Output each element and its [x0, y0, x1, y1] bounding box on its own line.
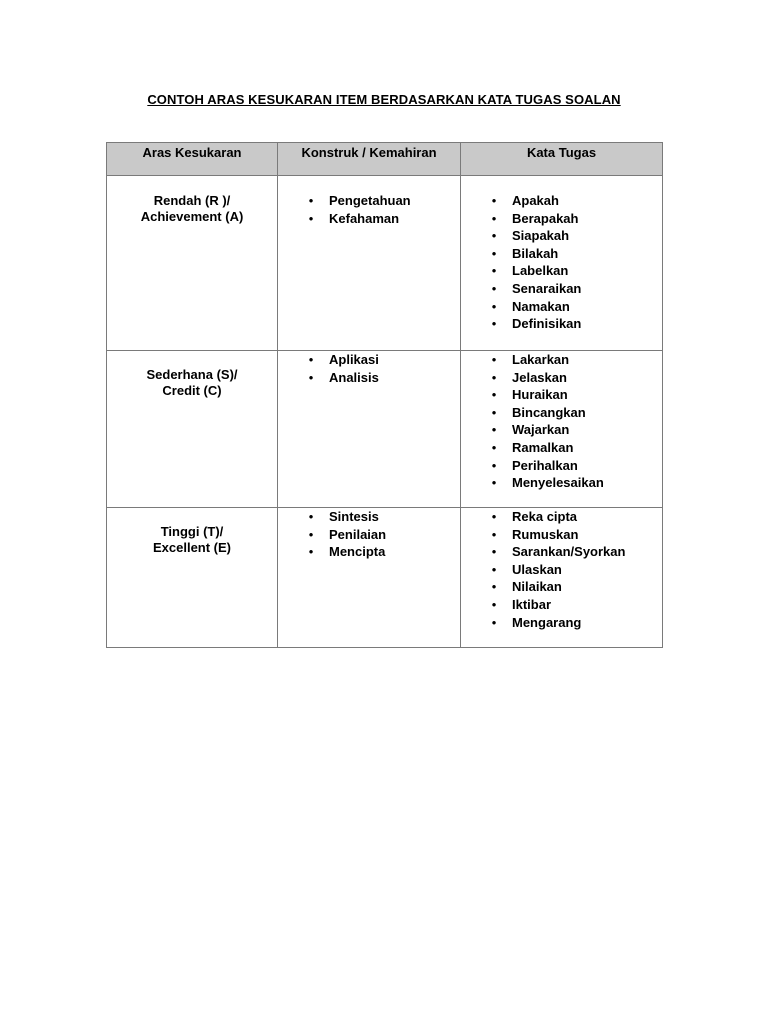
bullet-icon: •: [308, 544, 314, 560]
list-item: • Ramalkan: [489, 439, 662, 457]
list-item: • Sintesis: [306, 508, 460, 526]
level-label: Tinggi (T)/: [160, 524, 224, 539]
kata-tugas-cell: [461, 508, 663, 648]
list-item: • Perihalkan: [489, 457, 662, 475]
kata-tugas-cell: [461, 176, 663, 351]
bullet-icon: •: [491, 439, 497, 455]
list-item: • Jelaskan: [489, 369, 662, 387]
list-item: • Sarankan/Syorkan: [489, 543, 662, 561]
bullet-icon: •: [491, 228, 497, 244]
list-item: • Penilaian: [306, 526, 460, 544]
list-item: • Reka cipta: [489, 508, 662, 526]
table-row-tinggi: [107, 508, 663, 648]
bullet-icon: •: [491, 526, 497, 542]
konstruk-cell: [278, 351, 461, 508]
header-kata-tugas: Kata Tugas: [461, 143, 663, 176]
bullet-icon: •: [491, 245, 497, 261]
bullet-icon: •: [491, 561, 497, 577]
list-item: • Nilaikan: [489, 578, 662, 596]
list-item: • Bilakah: [489, 245, 662, 263]
list-item: • Namakan: [489, 298, 662, 316]
list-item: • Mengarang: [489, 614, 662, 632]
kata-tugas-cell: [461, 351, 663, 508]
level-label: Excellent (E): [152, 540, 232, 555]
bullet-icon: •: [491, 579, 497, 595]
bullet-icon: •: [308, 352, 314, 367]
bullet-icon: •: [491, 422, 497, 438]
list-item: • Lakarkan: [489, 351, 662, 369]
bullet-icon: •: [491, 352, 497, 367]
level-label: Credit (C): [162, 383, 222, 398]
bullet-icon: •: [491, 475, 497, 491]
level-cell: [107, 508, 278, 648]
bullet-icon: •: [308, 193, 314, 208]
list-item: • Analisis: [306, 369, 460, 387]
table-header-row: [107, 143, 663, 176]
list-item: • Definisikan: [489, 315, 662, 333]
bullet-icon: •: [491, 457, 497, 473]
list-item: • Rumuskan: [489, 526, 662, 544]
bullet-icon: •: [491, 369, 497, 385]
list-item: • Labelkan: [489, 262, 662, 280]
bullet-icon: •: [491, 596, 497, 612]
list-item: • Ulaskan: [489, 561, 662, 579]
bullet-icon: •: [308, 369, 314, 385]
bullet-icon: •: [491, 193, 497, 208]
header-aras-kesukaran: Aras Kesukaran: [107, 143, 278, 176]
list-item: • Pengetahuan: [306, 192, 460, 210]
list-item: • Mencipta: [306, 543, 460, 561]
bullet-icon: •: [491, 280, 497, 296]
level-cell: [107, 351, 278, 508]
bullet-icon: •: [491, 614, 497, 630]
bullet-icon: •: [491, 387, 497, 403]
list-item: • Bincangkan: [489, 404, 662, 422]
list-item: • Berapakah: [489, 210, 662, 228]
bullet-icon: •: [491, 544, 497, 560]
bullet-icon: •: [308, 526, 314, 542]
list-item: • Senaraikan: [489, 280, 662, 298]
bullet-icon: •: [308, 210, 314, 226]
difficulty-table: [106, 142, 663, 648]
list-item: • Apakah: [489, 192, 662, 210]
bullet-icon: •: [491, 316, 497, 332]
list-item: • Huraikan: [489, 386, 662, 404]
table-row-rendah: [107, 176, 663, 351]
list-item: • Kefahaman: [306, 210, 460, 228]
bullet-icon: •: [491, 210, 497, 226]
level-label: Rendah (R )/: [153, 193, 231, 208]
list-item: • Iktibar: [489, 596, 662, 614]
level-label: Achievement (A): [140, 209, 244, 224]
list-item: • Menyelesaikan: [489, 474, 662, 492]
level-label: Sederhana (S)/: [146, 367, 238, 382]
bullet-icon: •: [491, 298, 497, 314]
table-row-sederhana: [107, 351, 663, 508]
konstruk-cell: [278, 508, 461, 648]
bullet-icon: •: [491, 509, 497, 524]
header-konstruk-kemahiran: Konstruk / Kemahiran: [278, 143, 461, 176]
bullet-icon: •: [491, 404, 497, 420]
list-item: • Siapakah: [489, 227, 662, 245]
list-item: • Wajarkan: [489, 421, 662, 439]
bullet-icon: •: [308, 509, 314, 524]
page-title: CONTOH ARAS KESUKARAN ITEM BERDASARKAN KATA TUGAS SOALAN: [147, 92, 621, 107]
level-cell: [107, 176, 278, 351]
list-item: • Aplikasi: [306, 351, 460, 369]
bullet-icon: •: [491, 263, 497, 279]
konstruk-cell: [278, 176, 461, 351]
